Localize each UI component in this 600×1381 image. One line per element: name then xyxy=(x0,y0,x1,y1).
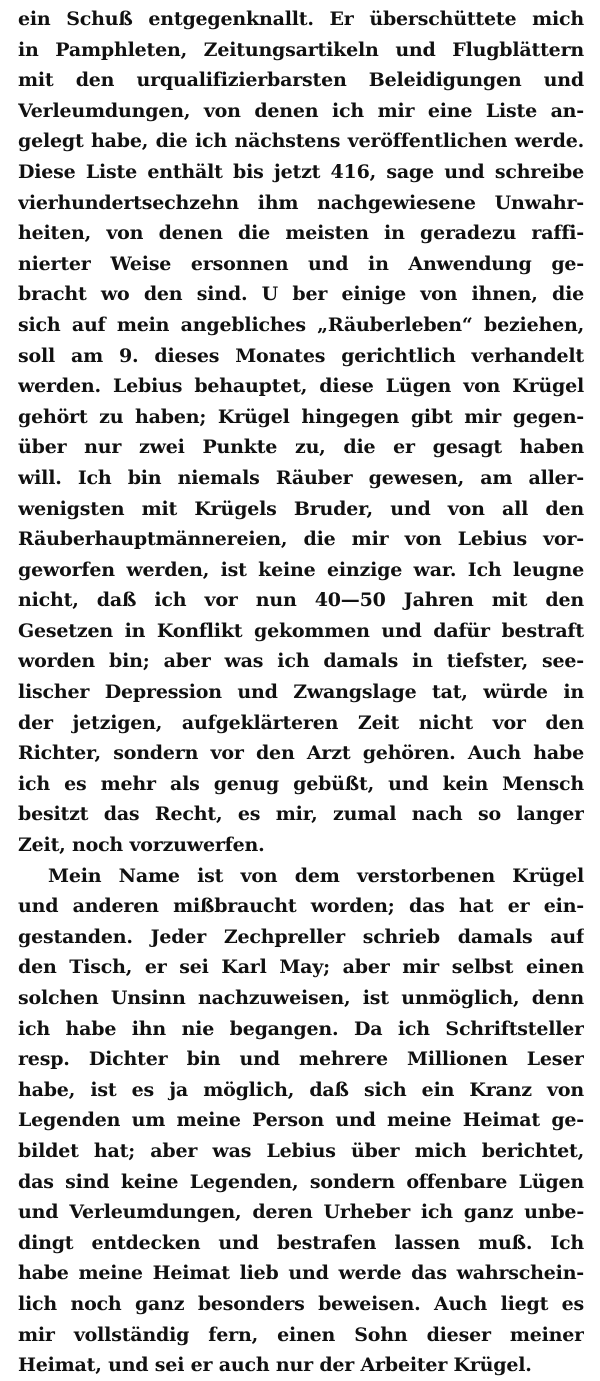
text-line: bildet hat; aber was Lebius über mich berichtet, xyxy=(18,1139,584,1162)
text-line: will. Ich bin niemals Räuber gewesen, am aller- xyxy=(18,466,584,489)
text-line: vierhundertsechzehn ihm nachgewiesene Unwahr- xyxy=(18,191,584,214)
text-line: Richter, sondern vor den Arzt gehören. Auch habe xyxy=(18,742,584,765)
text-line: wenigsten mit Krügels Bruder, und von all den xyxy=(18,497,584,520)
text-line: resp. Dichter bin und mehrere Millionen Leser xyxy=(18,1048,584,1071)
text-line: werden. Lebius behauptet, diese Lügen von Krügel xyxy=(18,375,584,398)
text-line: gehört zu haben; Krügel hingegen gibt mir gegen- xyxy=(18,405,584,428)
text-line: in Pamphleten, Zeitungsartikeln und Flugblättern xyxy=(18,38,584,61)
text-line: nicht, daß ich vor nun 40—50 Jahren mit den xyxy=(18,589,584,612)
text-line: dingt entdecken und bestrafen lassen muß. Ich xyxy=(18,1231,584,1254)
text-line: solchen Unsinn nachzuweisen, ist unmöglich, denn xyxy=(18,987,584,1009)
text-line: Mein Name ist von dem verstorbenen Krügel xyxy=(48,864,584,887)
text-line: das sind keine Legenden, sondern offenbare Lügen xyxy=(18,1170,584,1193)
text-line: besitzt das Recht, es mir, zumal nach so langer xyxy=(18,803,584,826)
text-line: geworfen werden, ist keine einzige war. Ich leugne xyxy=(18,558,584,581)
text-line: habe meine Heimat lieb und werde das wahrschein- xyxy=(18,1262,584,1285)
text-line: über nur zwei Punkte zu, die er gesagt haben xyxy=(18,436,584,459)
paragraph-1 xyxy=(18,4,584,861)
text-line: und Verleumdungen, deren Urheber ich ganz unbe- xyxy=(18,1201,584,1224)
text-line: und anderen mißbraucht worden; das hat er ein- xyxy=(18,895,584,918)
text-line: bracht wo den sind. U ber einige von ihnen, die xyxy=(18,283,584,306)
text-line: sich auf mein angebliches „Räuberleben“ beziehen, xyxy=(18,313,584,336)
text-line: mir vollständig fern, einen Sohn dieser meiner xyxy=(18,1323,584,1346)
text-line: ich habe ihn nie begangen. Da ich Schriftsteller xyxy=(18,1017,584,1040)
text-line: Räuberhauptmännereien, die mir von Lebius vor- xyxy=(18,528,584,551)
text-line: worden bin; aber was ich damals in tiefster, see- xyxy=(18,650,584,673)
text-line: mit den urqualifizierbarsten Beleidigungen und xyxy=(18,69,584,92)
text-line: den Tisch, er sei Karl May; aber mir selbst einen xyxy=(18,956,584,979)
text-line: Zeit, noch vorzuwerfen. xyxy=(18,834,265,857)
text-line: Heimat, und sei er auch nur der Arbeiter Krügel. xyxy=(18,1354,532,1377)
paragraph-2 xyxy=(18,861,584,1381)
text-line: Diese Liste enthält bis jetzt 416, sage und schreibe xyxy=(18,160,584,183)
text-line: gestanden. Jeder Zechpreller schrieb damals auf xyxy=(18,925,584,948)
text-line: ich es mehr als genug gebüßt, und kein Mensch xyxy=(18,772,584,795)
text-line: ein Schuß entgegenknallt. Er überschüttete mich xyxy=(18,8,584,30)
text-line: Gesetzen in Konflikt gekommen und dafür bestraft xyxy=(18,619,584,642)
text-line: habe, ist es ja möglich, daß sich ein Kranz von xyxy=(18,1078,584,1101)
text-line: der jetzigen, aufgeklärteren Zeit nicht vor den xyxy=(18,711,584,734)
text-line: heiten, von denen die meisten in geradezu raffi- xyxy=(18,222,584,245)
text-line: nierter Weise ersonnen und in Anwendung ge- xyxy=(18,252,584,275)
text-line: lich noch ganz besonders beweisen. Auch liegt es xyxy=(18,1292,584,1315)
text-line: lischer Depression und Zwangslage tat, würde in xyxy=(18,681,584,704)
text-line: Verleumdungen, von denen ich mir eine Liste an- xyxy=(18,99,584,122)
text-line: Legenden um meine Person und meine Heimat ge- xyxy=(18,1109,584,1132)
text-line: soll am 9. dieses Monates gerichtlich verhandelt xyxy=(18,344,584,367)
text-line: gelegt habe, die ich nächstens veröffentlichen werde. xyxy=(18,130,584,153)
